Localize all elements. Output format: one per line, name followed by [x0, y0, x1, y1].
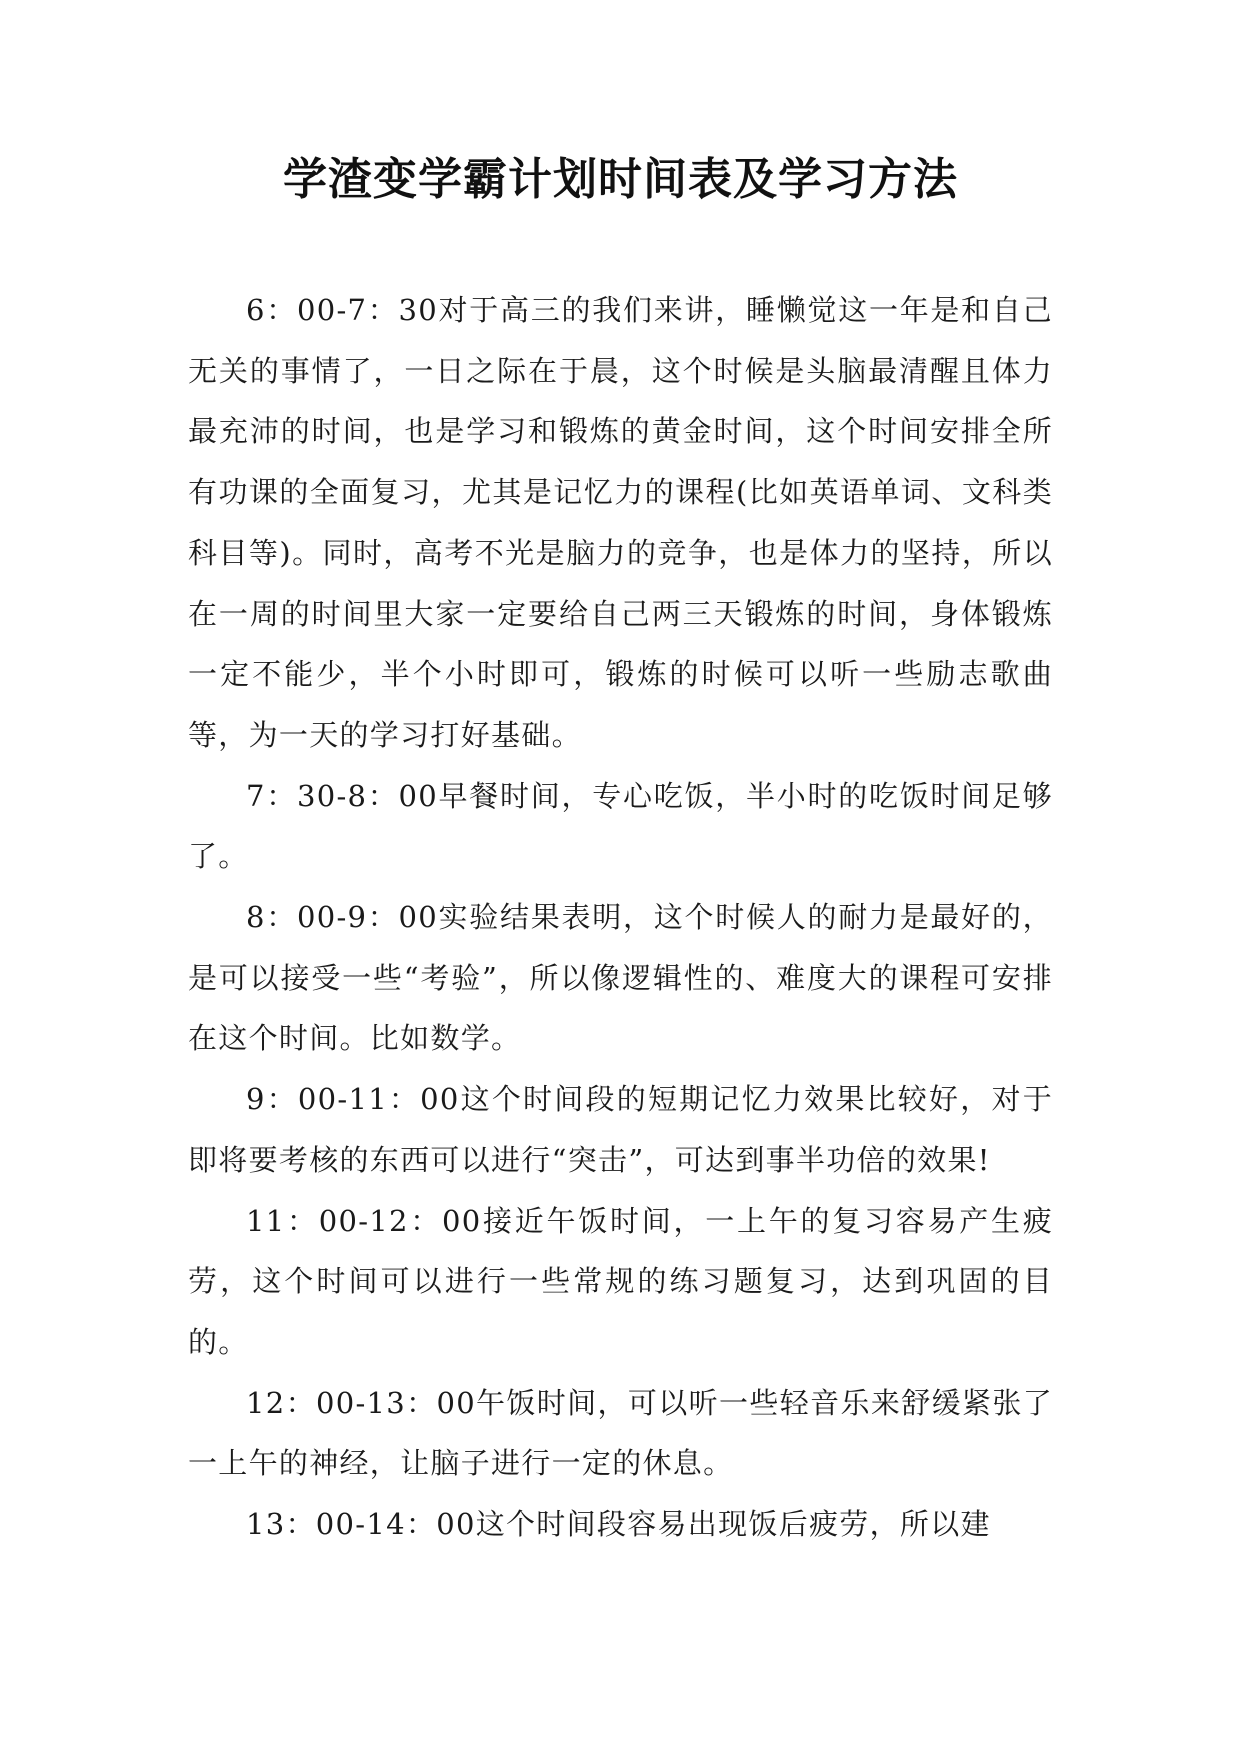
paragraph-06-00: 6：00-7：30对于高三的我们来讲，睡懒觉这一年是和自己无关的事情了，一日之际在于晨，这个时候是头脑最清醒且体力最充沛的时间，也是学习和锻炼的黄金时间，这个时间安排全所有功课的全面复习，尤其是记忆力的课程(比如英语单词、文科类科目等)。同时，高考不光是脑力的竞争，也是体力的坚持，所以在一周的时间里大家一定要给自己两三天锻炼的时间，身体锻炼一定不能少，半个小时即可，锻炼的时候可以听一些励志歌曲等，为一天的学习打好基础。	[188, 293, 1053, 752]
paragraph-08-00: 8：00-9：00实验结果表明，这个时候人的耐力是最好的，是可以接受一些“考验”，所以像逻辑性的、难度大的课程可安排在这个时间。比如数学。	[188, 900, 1053, 1056]
paragraph-12-00: 12：00-13：00午饭时间，可以听一些轻音乐来舒缓紧张了一上午的神经，让脑子进行一定的休息。	[188, 1385, 1053, 1481]
paragraph-11-00: 11：00-12：00接近午饭时间，一上午的复习容易产生疲劳，这个时间可以进行一些常规的练习题复习，达到巩固的目的。	[188, 1203, 1053, 1359]
paragraph-09-00: 9：00-11：00这个时间段的短期记忆力效果比较好，对于即将要考核的东西可以进行“突击”，可达到事半功倍的效果!	[188, 1082, 1053, 1177]
paragraph-07-30: 7：30-8：00早餐时间，专心吃饭，半小时的吃饭时间足够了。	[188, 778, 1053, 874]
document-title: 学渣变学霸计划时间表及学习方法	[283, 154, 958, 205]
paragraph-13-00: 13：00-14：00这个时间段容易出现饭后疲劳，所以建	[246, 1507, 991, 1542]
document-body	[188, 280, 1053, 1555]
